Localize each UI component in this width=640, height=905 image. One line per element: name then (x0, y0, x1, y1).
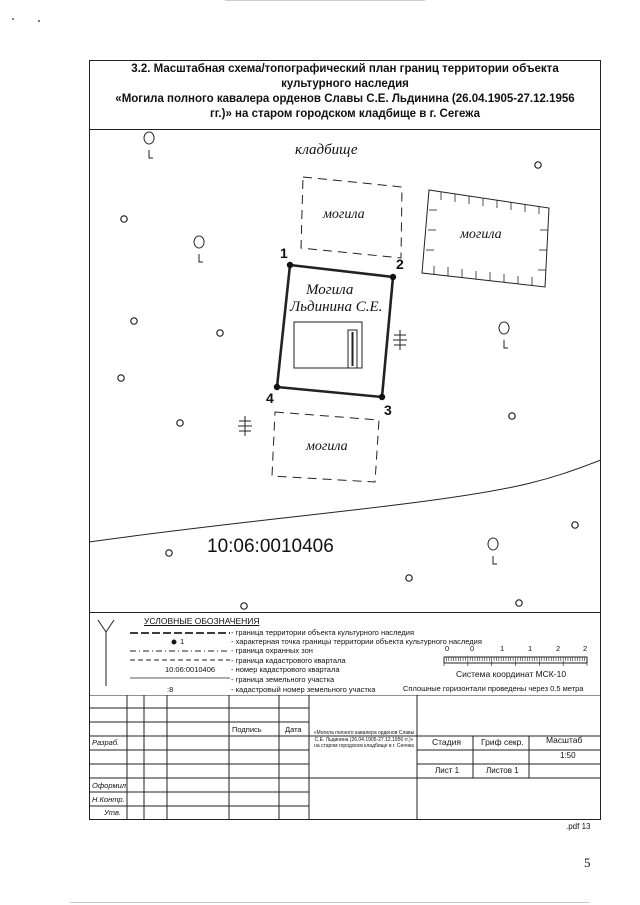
title-line-2: культурного наследия (281, 78, 409, 90)
coordinate-system: Система координат МСК-10 (456, 669, 567, 679)
top-rule (225, 0, 425, 1)
cadastral-quarter-number: 10:06:0010406 (207, 536, 334, 557)
tree-symbols (144, 132, 509, 564)
legend-top-border (89, 612, 601, 613)
cemetery-label: кладбище (295, 142, 358, 158)
legend-item: - граница земельного участка (231, 675, 335, 684)
conifer-symbols (238, 330, 407, 436)
scale-bar (443, 654, 589, 666)
plan-title (89, 62, 601, 122)
grave-label: могила (306, 439, 348, 454)
tb-drafted: Оформил (92, 781, 126, 790)
tb-scale: Масштаб (546, 735, 583, 745)
tb-secrecy: Гриф секр. (481, 737, 524, 747)
tb-date: Дата (285, 725, 302, 734)
point-label-3: 3 (384, 402, 392, 418)
page-number: 5 (584, 855, 591, 870)
grave-label: могила (323, 207, 365, 222)
legend-item: - характерная точка границы территории объекта культурного наследия (231, 637, 482, 646)
scale-tick-label: 2 (556, 644, 561, 653)
file-note: .pdf 13 (566, 822, 591, 831)
legend-sample-parcel: :8 (167, 685, 174, 694)
grave-label: могила (460, 227, 502, 242)
scan-speck (12, 18, 14, 20)
main-grave-label: Могила (306, 282, 354, 298)
tb-approved: Утв. (104, 808, 122, 817)
legend-item: - граница охранных зон (231, 646, 313, 655)
site-plan-map (89, 130, 601, 620)
point-label-4: 4 (266, 390, 274, 406)
point-label-2: 2 (396, 256, 404, 272)
legend-item: - кадастровый номер земельного участка (231, 685, 376, 694)
cadastral-boundary (89, 460, 601, 542)
title-block-grid (89, 695, 601, 820)
north-arrow-icon (95, 618, 117, 688)
legend-item: - номер кадастрового квартала (231, 665, 340, 674)
scale-tick-label: 2 (583, 644, 588, 653)
tb-developed: Разраб. (92, 738, 120, 747)
tb-sheets: Листов 1 (486, 766, 519, 775)
scale-tick-label: 1 (500, 644, 505, 653)
tb-scale-value: 1:50 (560, 751, 576, 760)
title-line-4: гг.)» на старом городском кладбище в г. Сегежа (210, 108, 480, 120)
legend-sample-quarter: 10:06:0010406 (165, 665, 216, 674)
tb-signature: Подпись (232, 725, 262, 734)
legend-item: - граница территории объекта культурного наследия (231, 628, 415, 637)
point-label-1: 1 (280, 245, 288, 261)
legend-heading: УСЛОВНЫЕ ОБОЗНАЧЕНИЯ (144, 616, 260, 626)
scan-speck (38, 20, 40, 22)
contours-note: Сплошные горизонтали проведены через 0.5 метра (403, 684, 584, 693)
tb-norm-control: Н.Контр. (92, 795, 125, 804)
legend-sample-point: 1 (180, 637, 185, 646)
legend-item: - граница кадастрового квартала (231, 656, 346, 665)
bottom-rule (70, 902, 590, 903)
scale-tick-label: 0 (470, 644, 475, 653)
title-line-1: 3.2. Масштабная схема/топографический план границ территории объекта (131, 63, 559, 75)
scale-tick-label: 0 (445, 644, 450, 653)
title-line-3: «Могила полного кавалера орденов Славы С.Е. Льдинина (26.04.1905-27.12.1956 (115, 93, 575, 105)
tb-sheet: Лист 1 (435, 766, 460, 775)
scale-tick-label: 1 (528, 644, 533, 653)
tb-stage: Стадия (432, 737, 461, 747)
tb-object-description: «Могила полного кавалера орденов Славы С.Е. Льдинина (26.04.1905-27.12.1956 гг.)» на старом городском кладбище в г. Сегежа (313, 730, 415, 749)
main-grave-label: Льдинина С.Е. (290, 299, 383, 315)
